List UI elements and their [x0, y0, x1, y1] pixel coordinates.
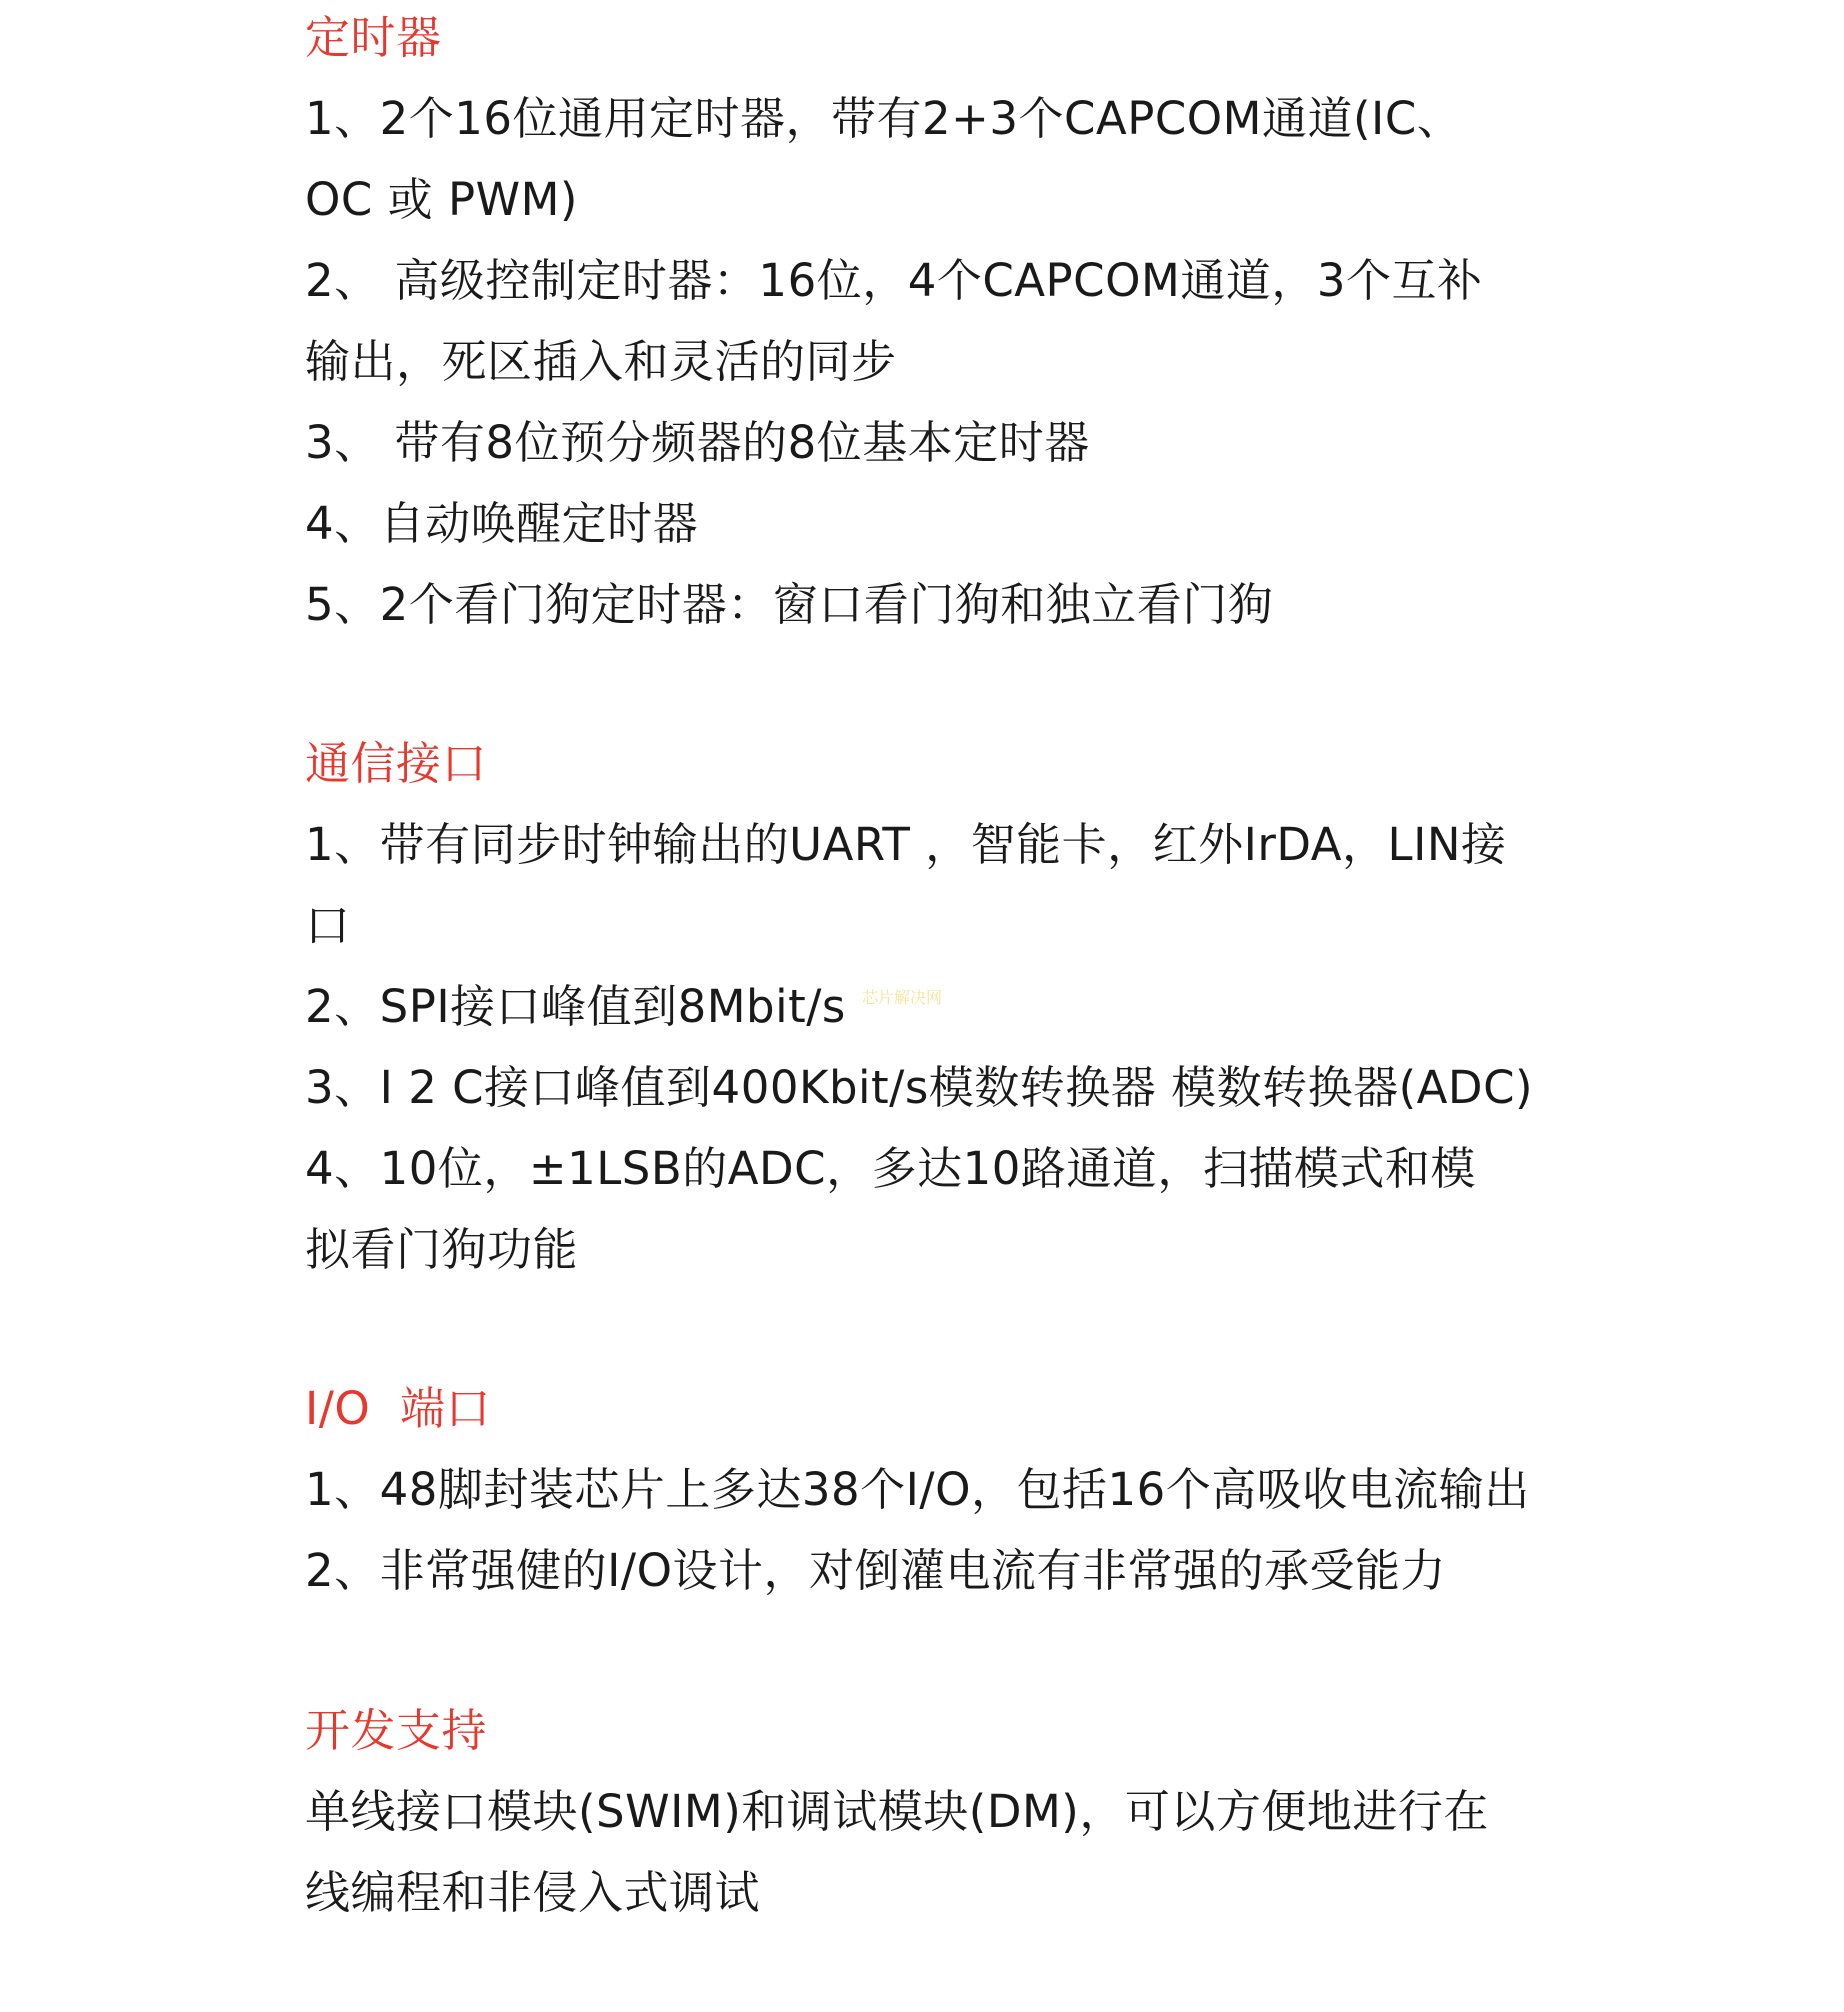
timers-line-1: 1、2个16位通用定时器，带有2+3个CAPCOM通道(IC、 [305, 92, 1463, 145]
section-heading-communication: 通信接口 [305, 737, 488, 790]
dev-line-1: 单线接口模块(SWIM)和调试模块(DM)，可以方便地进行在 [305, 1785, 1489, 1838]
timers-line-3: 2、 高级控制定时器：16位，4个CAPCOM通道，3个互补 [305, 254, 1483, 307]
comm-line-5: 4、10位，±1LSB的ADC，多达10路通道，扫描模式和模 [305, 1142, 1476, 1195]
comm-line-2: 口 [305, 899, 351, 952]
timers-line-6: 4、自动唤醒定时器 [305, 497, 699, 550]
timers-line-5: 3、 带有8位预分频器的8位基本定时器 [305, 416, 1090, 469]
watermark: 芯片解决网 [862, 988, 943, 1007]
dev-line-2: 线编程和非侵入式调试 [305, 1866, 761, 1919]
section-heading-timers: 定时器 [305, 11, 442, 64]
comm-line-6: 拟看门狗功能 [305, 1223, 579, 1276]
section-heading-dev-support: 开发支持 [305, 1704, 488, 1757]
section-heading-io-ports: I/O 端口 [305, 1382, 491, 1435]
io-line-1: 1、48脚封装芯片上多达38个I/O，包括16个高吸收电流输出 [305, 1463, 1530, 1516]
timers-line-7: 5、2个看门狗定时器：窗口看门狗和独立看门狗 [305, 578, 1274, 631]
io-line-2: 2、非常强健的I/O设计，对倒灌电流有非常强的承受能力 [305, 1544, 1446, 1597]
comm-line-4: 3、I 2 C接口峰值到400Kbit/s模数转换器 模数转换器(ADC) [305, 1061, 1534, 1114]
timers-line-4: 输出，死区插入和灵活的同步 [305, 335, 897, 388]
comm-line-1: 1、带有同步时钟输出的UART ，智能卡，红外IrDA，LIN接 [305, 818, 1507, 871]
timers-line-2: OC 或 PWM) [305, 173, 578, 226]
comm-line-3: 2、SPI接口峰值到8Mbit/s [305, 980, 846, 1033]
